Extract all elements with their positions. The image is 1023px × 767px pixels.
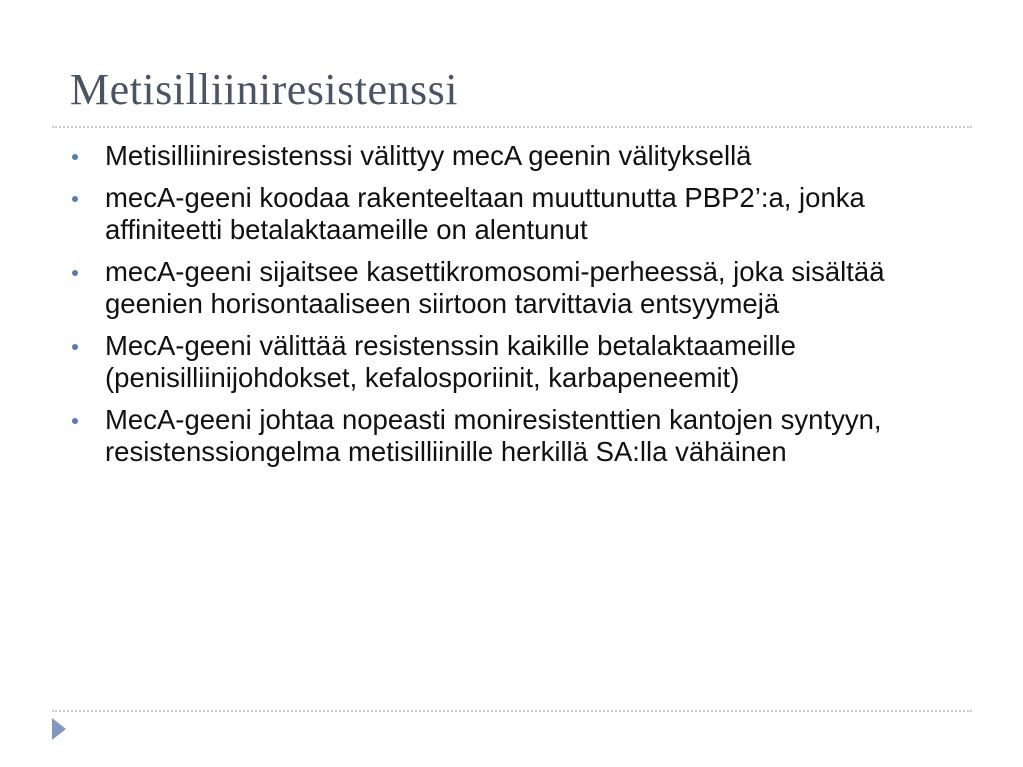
bullet-item xyxy=(72,182,972,246)
bullet-list xyxy=(72,140,972,478)
bullet-text: MecA-geeni välittää resistenssin kaikille betalaktaameille (penisilliinijohdokset, kefalosporiinit, karbapeneemit) xyxy=(105,330,796,393)
bullet-text: mecA-geeni sijaitsee kasettikromosomi-perheessä, joka sisältää geenien horisontaaliseen siirtoon tarvittavia entsyymejä xyxy=(105,256,885,319)
bullet-text: Metisilliiniresistenssi välittyy mecA geenin välityksellä xyxy=(105,140,752,171)
bullet-dot-icon xyxy=(72,270,78,276)
footer-divider xyxy=(52,710,972,712)
bullet-item xyxy=(72,256,972,320)
play-arrow-icon[interactable] xyxy=(52,718,66,740)
bullet-dot-icon xyxy=(72,196,78,202)
bullet-item xyxy=(72,140,972,172)
bullet-item xyxy=(72,330,972,394)
title-divider xyxy=(52,126,972,128)
slide-title: Metisilliiniresistenssi xyxy=(70,65,458,114)
bullet-dot-icon xyxy=(72,344,78,350)
bullet-dot-icon xyxy=(72,418,78,424)
bullet-dot-icon xyxy=(72,154,78,160)
bullet-text: mecA-geeni koodaa rakenteeltaan muuttunutta PBP2’:a, jonka affiniteetti betalaktaameille on alentunut xyxy=(105,182,865,245)
bullet-text: MecA-geeni johtaa nopeasti moniresistenttien kantojen syntyyn, resistenssiongelma metisilliinille herkillä SA:lla vähäinen xyxy=(105,404,882,467)
bullet-item xyxy=(72,404,972,468)
